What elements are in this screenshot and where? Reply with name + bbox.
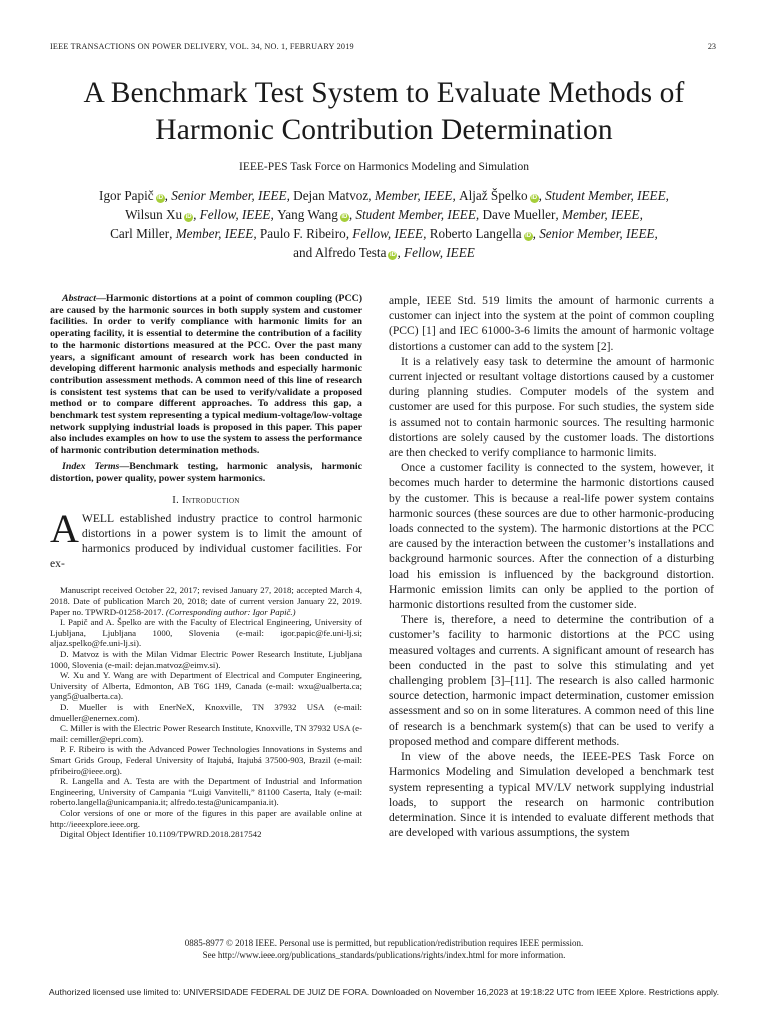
orcid-icon[interactable]: iD: [341, 214, 348, 220]
footnote-affiliation: I. Papič and A. Špelko are with the Faculty of Electrical Engineering, University of Ljubljana, Ljubljana 1000, Slovenia (e-mail: igor.papic@fe.uni-lj.si; aljaz.spelko@fe.uni-lj.si).: [50, 617, 362, 649]
section-heading: [50, 495, 362, 506]
task-force-line: IEEE-PES Task Force on Harmonics Modeling and Simulation: [239, 161, 529, 173]
license-banner: Authorized licensed use limited to: UNIVERSIDADE FEDERAL DE JUIZ DE FORA. Downloaded on November 16,2023 at 19:18:22 UTC from IEEE Xplore. Restrictions apply.: [48, 987, 720, 997]
author-name: Dave Mueller: [482, 207, 556, 222]
paper-title: [40, 75, 728, 149]
orcid-icon[interactable]: iD: [157, 195, 164, 201]
running-header: IEEE TRANSACTIONS ON POWER DELIVERY, VOL. 34, NO. 1, FEBRUARY 2019: [50, 42, 354, 51]
footnote-affiliation: R. Langella and A. Testa are with the Department of Industrial and Information Engineering, University of Campania “Luigi Vanvitelli,” 81100 Caserta, Italy (e-mail: roberto.langella@unicampania.it; alfredo.testa@unicampania.it).: [50, 776, 362, 808]
section-title: Introduction: [182, 495, 240, 507]
copyright-notice: [0, 938, 768, 961]
index-terms-text: —Benchmark testing, harmonic analysis, harmonic distortion, power quality, power system harmonics.: [50, 460, 362, 484]
author-list: [40, 186, 728, 262]
author-name: Dejan Matvoz: [293, 188, 369, 203]
orcid-icon[interactable]: iD: [531, 195, 538, 201]
footnote-affiliation: C. Miller is with the Electric Power Research Institute, Knoxville, TN 37932 USA (e-mail: cemiller@epri.com).: [50, 723, 362, 744]
author-name: Wilsun Xu: [125, 207, 183, 222]
copyright-line-1: 0885-8977 © 2018 IEEE. Personal use is permitted, but republication/redistribution requires IEEE permission.: [184, 938, 584, 948]
body-paragraph: In view of the above needs, the IEEE-PES Task Force on Harmonics Modeling and Simulation developed a benchmark test system representing a typical MV/LV network supplying industrial loads, to support the research on harmonic contribution determination. Since it is intended to evaluate different methods that are developed with various assumptions, the system: [389, 750, 714, 840]
author-role: , Student Member, IEEE,: [348, 207, 483, 222]
title-line-2: Harmonic Contribution Determination: [155, 114, 613, 146]
author-line-4: [40, 243, 728, 262]
abstract-text: —Harmonic distortions at a point of common coupling (PCC) are caused by the harmonic sources in both supply system and customer facilities. In order to verify compliance with harmonic limits for an operating facility, it is essential to determine the contribution of a facility to the harmonic distortions measured at the PCC. Over the past many years, a significant amount of research work has been conducted in developing different harmonic analysis methods and especially harmonic contribution assessment methods. A common need of this line of research is consistent test systems that can be used to verify/validate a proposed method or to compare different approaches. To address this gap, a benchmark test system representing a typical medium-voltage/low-voltage network supplying industrial loads is proposed in this paper. This paper also includes examples on how to use the system to assess the performance of harmonic contribution determination methods.: [50, 293, 362, 457]
author-role: , Member, IEEE,: [368, 188, 460, 203]
index-terms-label: Index Terms: [62, 460, 120, 472]
drop-cap: A: [50, 506, 79, 552]
intro-text: WELL established industry practice to control harmonic distortions in a power system is to limit the amount of harmonics produced by individual customer facilities. For ex-: [50, 512, 362, 570]
author-line-2: [40, 205, 728, 224]
author-role: , Fellow, IEEE,: [193, 207, 278, 222]
orcid-icon[interactable]: iD: [525, 233, 532, 239]
author-role: , Student Member, IEEE,: [538, 188, 669, 203]
author-name: Aljaž Špelko: [459, 188, 528, 203]
author-role: , Senior Member, IEEE,: [532, 226, 658, 241]
author-name: Yang Wang: [277, 207, 338, 222]
author-name: Roberto Langella: [429, 226, 522, 241]
author-role: , Fellow, IEEE: [397, 245, 475, 260]
orcid-icon[interactable]: iD: [185, 214, 192, 220]
body-paragraph: ample, IEEE Std. 519 limits the amount of harmonic currents a customer can inject into the system at the point of common coupling (PCC) [1] and IEC 61000-3-6 limits the amount of harmonic voltage distortions a customer can add to the system [2].: [389, 294, 714, 353]
copyright-line-2: See http://www.ieee.org/publications_standards/publications/rights/index.html for more information.: [202, 949, 566, 960]
footnote-manuscript: [50, 585, 362, 617]
author-name: Carl Miller: [110, 226, 170, 241]
page-number: 23: [707, 42, 716, 51]
intro-paragraph: [50, 506, 362, 571]
author-role: , Member, IEEE,: [555, 207, 643, 222]
footnote-color-note: Color versions of one or more of the figures in this paper are available online at http://ieeexplore.ieee.org.: [50, 807, 362, 829]
title-line-1: A Benchmark Test System to Evaluate Methods of: [83, 77, 685, 109]
corresponding-author: (Corresponding author: Igor Papič.): [163, 606, 296, 617]
abstract-label: Abstract: [62, 293, 97, 304]
body-paragraph: There is, therefore, a need to determine the contribution of a customer’s facility to harmonic distortions at the PCC using measured voltages and currents. A significant amount of research has been conducted in the past to solve this stimulating and yet challenging problem [3]–[11]. The research is also called harmonic source detection, harmonic impact determination, customer emission assessment and so on in some literatures. A common need of this line of research is a benchmark system(s) that can be used to verify a proposed method and compare different methods.: [389, 613, 714, 748]
footnote-affiliation: D. Mueller is with EnerNeX, Knoxville, TN 37932 USA (e-mail: dmueller@enernex.com).: [50, 701, 362, 723]
author-name: and Alfredo Testa: [293, 245, 387, 260]
right-column: [389, 293, 714, 840]
author-name: Paulo F. Ribeiro: [259, 226, 346, 241]
author-role: , Fellow, IEEE,: [345, 226, 430, 241]
author-line-1: [40, 186, 728, 205]
footnote-affiliation: P. F. Ribeiro is with the Advanced Power Technologies Innovations in Systems and Smart Grids Group, Federal University of Itajubá, Itajubá 37500-903, Brazil (e-mail: pfribeiro@ieee.org).: [50, 744, 362, 776]
body-paragraph: It is a relatively easy task to determine the amount of harmonic current injected or resultant voltage distortions caused by a customer during planning studies. Computer models of the system and customer are used for this purpose. For such studies, the system side is assumed not to contain harmonic sources. The resulting harmonic distortions are solely caused by the customer loads. The distortions are then checked to verify compliance to harmonic limits.: [389, 354, 714, 460]
footnote-affiliation: W. Xu and Y. Wang are with Department of Electrical and Computer Engineering, University of Alberta, Edmonton, AB T6G 1H9, Canada (e-mail: wxu@ualberta.ca; yang5@ualberta.ca).: [50, 670, 362, 702]
author-name: Igor Papič: [99, 188, 154, 203]
footnotes: [50, 585, 362, 839]
author-line-3: [40, 224, 728, 243]
footnote-manuscript-text: Manuscript received October 22, 2017; revised January 27, 2018; accepted March 4, 2018. Date of publication March 20, 2018; date of current version January 22, 2019. Paper no. TPWRD-01258-2017.: [50, 585, 362, 617]
body-paragraph: Once a customer facility is connected to the system, however, it becomes much harder to determine the harmonic distortions caused by the customer. This is because a real-life power system contains harmonic sources (these sources are due to other harmonic-producing loads connected to the system). The harmonic distortions at the PCC are caused by the interaction between the customer’s installations and background harmonic sources. After the connection of a disturbing load his emission is influenced by the background distortion. Harmonic emission limits can only be applied to the portion of harmonic distortions resulted from the customer side.: [389, 461, 714, 612]
index-terms: [50, 461, 362, 484]
footnote-affiliation: D. Matvoz is with the Milan Vidmar Electric Power Research Institute, Ljubljana 1000, Slovenia (e-mail: dejan.matvoz@eimv.si).: [50, 649, 362, 670]
orcid-icon[interactable]: iD: [389, 252, 396, 258]
section-number: I.: [172, 495, 183, 507]
author-role: , Senior Member, IEEE,: [164, 188, 294, 203]
author-role: , Member, IEEE,: [169, 226, 260, 241]
abstract: [50, 293, 362, 457]
left-column: [50, 293, 362, 840]
footnote-doi: Digital Object Identifier 10.1109/TPWRD.2018.2817542: [60, 829, 262, 840]
